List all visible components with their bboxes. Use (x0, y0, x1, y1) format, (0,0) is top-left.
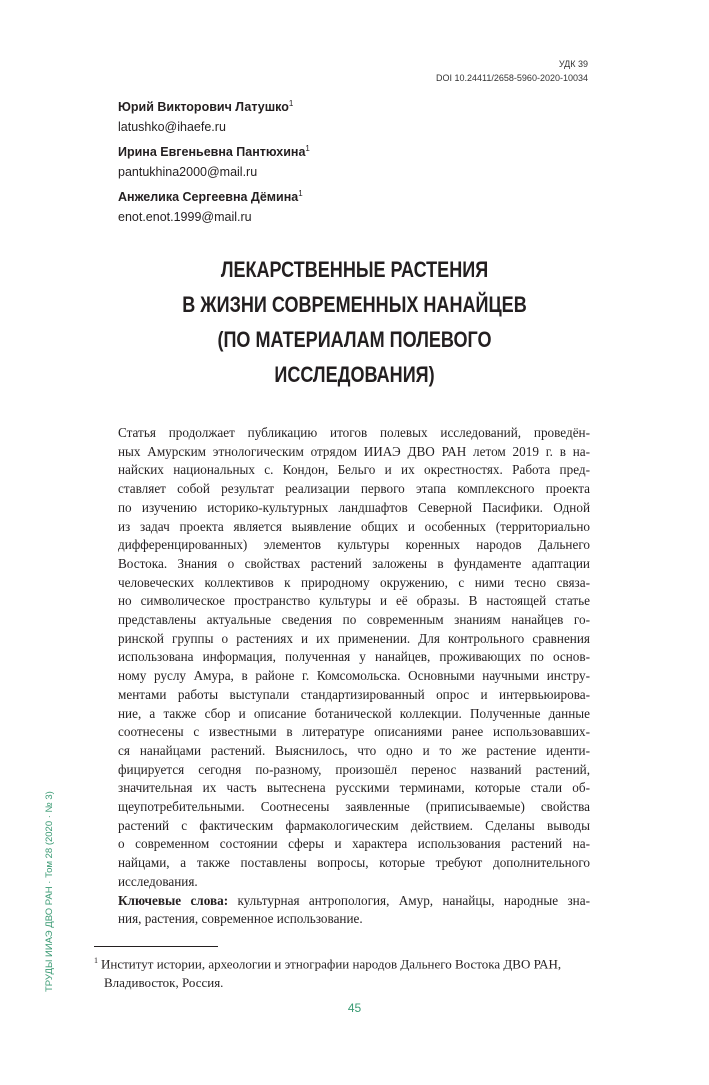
author-name: Юрий Викторович Латушко$^1$ (118, 99, 294, 115)
abstract-line: представлены актуальные сведения по современным знаниям нанайцев го- (118, 612, 590, 628)
author-name: Анжелика Сергеевна Дёмина$^1$ (118, 189, 303, 205)
abstract-line: фицируется сегодня по-разному, произошёл перенос названий растений, (118, 761, 590, 777)
abstract-line: использована информация, полученная у нанайцев, проживающих по основ- (118, 649, 590, 665)
keywords-line (118, 892, 590, 911)
author-email: enot.enot.1999@mail.ru (118, 210, 252, 225)
abstract-line: найских национальных с. Кондон, Бельго и их окрестностях. Работа пред- (118, 462, 590, 478)
abstract-line: ному руслу Амура, в районе г. Комсомольска. Основными научными инстру- (118, 668, 590, 684)
abstract-line: щеупотребительными. Соотнесены заявленные (приписываемые) свойства (118, 799, 590, 815)
running-head: ТРУДЫ ИИАЭ ДВО РАН · Том 28 (2020 · № 3) (44, 791, 55, 992)
article-metadata (436, 57, 588, 85)
title-line: (ПО МАТЕРИАЛАМ ПОЛЕВОГО (217, 327, 492, 352)
abstract-line: по изучению историко-культурных ландшафтов Северной Пасифики. Одной (118, 499, 590, 515)
abstract-line: из задач проекта является выявление общих и особенных (территориально (118, 518, 590, 534)
abstract-line: ментами работы выступали стандартизированный опрос и интервьюирова- (118, 686, 590, 702)
author-list (118, 94, 310, 229)
abstract-line: Статья продолжает публикацию итогов полевых исследований, проведён- (118, 425, 590, 440)
author-name: Ирина Евгеньевна Пантюхина$^1$ (118, 144, 310, 160)
footnote-text: Владивосток, Россия. (104, 975, 224, 991)
udk-code: УДК 39 (558, 59, 588, 69)
title-line: ИССЛЕДОВАНИЯ) (274, 362, 435, 387)
author-email: latushko@ihaefe.ru (118, 120, 226, 135)
title-line: ЛЕКАРСТВЕННЫЕ РАСТЕНИЯ (220, 257, 489, 282)
abstract-line: Востока. Знания о свойствах растений заложены в фундаменте адаптации (118, 555, 590, 571)
abstract-line: но символическое пространство культуры и её образы. В настоящей статье (118, 593, 590, 609)
doi: DOI 10.24411/2658-5960-2020-10034 (436, 73, 588, 83)
abstract-line: ных Амурским этнологическим отрядом ИИАЭ ДВО РАН летом 2019 г. в на- (118, 443, 590, 459)
abstract-line: значительная их часть вытеснена русскими терминами, которые стали об- (118, 780, 590, 796)
keywords-label: Ключевые слова: (118, 892, 229, 908)
author-email: pantukhina2000@mail.ru (118, 165, 258, 180)
keywords-text: культурная антропология, Амур, нанайцы, народные зна- (228, 892, 590, 908)
abstract-line: ся нанайцами растений. Выяснилось, что одно и то же растение иденти- (118, 742, 590, 758)
abstract-line: ставляет собой результат реализации первого этапа комплексного проекта (118, 481, 590, 497)
title-line: В ЖИЗНИ СОВРЕМЕННЫХ НАНАЙЦЕВ (182, 292, 527, 317)
footnote (94, 951, 594, 992)
abstract-line: о современном состоянии сферы и характера использования растений на- (118, 836, 590, 852)
abstract-line: ние, а также сбор и описание ботанической коллекции. Полученные данные (118, 705, 590, 721)
abstract-line: дифференцированных) элементов культуры коренных народов Дальнего (118, 537, 590, 553)
page-number: 45 (347, 1001, 362, 1015)
abstract-line: исследования. (118, 873, 198, 889)
article-title (161, 252, 549, 392)
abstract-line: найцами, а также поставлены вопросы, которые требуют дополнительного (118, 855, 590, 871)
footnote-text: Институт истории, археологии и этнографии народов Дальнего Востока ДВО РАН, (101, 956, 562, 972)
abstract-line: человеческих коллективов к природному окружению, с ними тесно связа- (118, 574, 590, 590)
abstract (118, 424, 590, 929)
footnote-divider (94, 946, 218, 947)
abstract-line: ринской группы о растениях и их применении. Для контрольного сравнения (118, 630, 590, 646)
abstract-line: растений с фактическим фармакологическим действием. Сделаны выводы (118, 817, 590, 833)
keywords-line: ния, растения, современное использование. (118, 911, 363, 927)
footnote-number: 1 (94, 956, 98, 965)
abstract-line: соотнесены с известными в литературе описаниями ранее использовавших- (118, 724, 590, 740)
